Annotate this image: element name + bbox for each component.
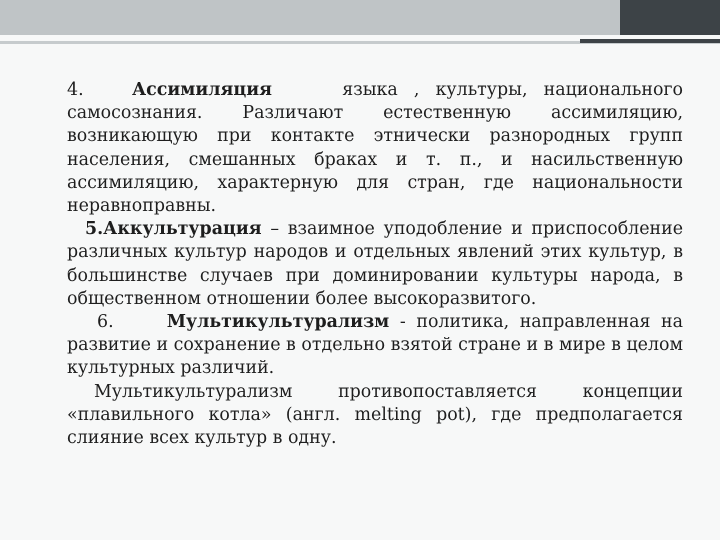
paragraph-text: Мультикультурализм противопоставляется концепции «плавильного котла» (англ. melting pot), где предполагается слияние всех культур в одну. [67, 381, 683, 449]
paragraph-text: – взаимное уподобление и приспособление различных культур народов и отдельных явлений этих культур, в большинстве случаев при доминировании культуры народа, в общественном отношении более высокоразвитого. [67, 219, 683, 309]
paragraph-text-continued: Различают естественную ассимиляцию, возникающую при контакте этнически разнородных групп населения, смешанных браках и т. п., и насильственную ассимиляцию, характерную для стран, где национальности неравноправны. [67, 103, 683, 217]
paragraph-multiculturalism [67, 311, 683, 381]
paragraph-melting-pot [67, 381, 683, 451]
paragraph-text: - политика, направленная на развитие и сохранение в отдельно взятой стране и в мире в целом культурных различий. [67, 312, 683, 379]
paragraph-text: языка , культуры, национального самосознания. [67, 80, 683, 124]
header-bar [0, 0, 720, 35]
slide-body [67, 79, 683, 450]
paragraph-assimilation [67, 79, 683, 218]
term-acculturation: Аккультурация [103, 219, 262, 240]
paragraph-acculturation [67, 218, 683, 311]
paragraph-number: 4. [67, 80, 84, 100]
header-rule-accent [580, 39, 720, 43]
term-assimilation: Ассимиляция [132, 80, 272, 100]
term-multiculturalism: Мультикультурализм [166, 312, 390, 333]
header-accent [620, 0, 720, 35]
paragraph-number: 5. [85, 219, 104, 240]
paragraph-number: 6. [97, 312, 114, 333]
